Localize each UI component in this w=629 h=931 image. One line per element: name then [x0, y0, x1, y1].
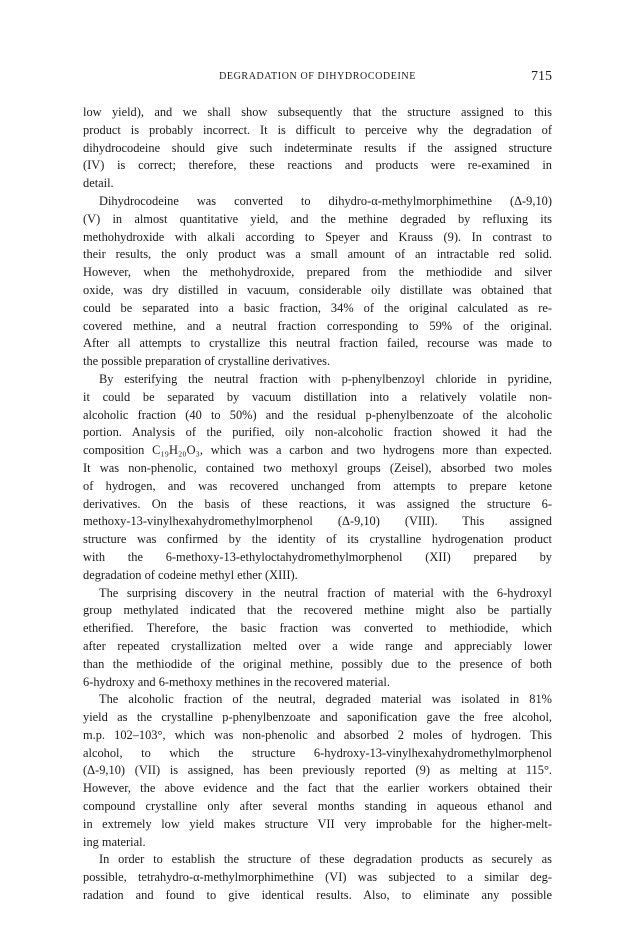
text-line: product is probably incorrect. It is difficult to perceive why the degradation of: [83, 122, 552, 137]
text-line: portion. Analysis of the purified, oily non-alcoholic fraction showed it had the: [83, 425, 552, 440]
text-line: yield as the crystalline p-phenylbenzoate and saponification gave the free alcohol,: [83, 710, 552, 725]
text-line: could be separated into a basic fraction, 34% of the original calculated as re-: [83, 300, 552, 315]
text-line: By esterifying the neutral fraction with p-phenylbenzoyl chloride in pyridine,: [99, 371, 552, 386]
text-line: The surprising discovery in the neutral fraction of material with the 6-hydroxyl: [99, 585, 552, 600]
text-line: It was non-phenolic, contained two methoxyl groups (Zeisel), absorbed two moles: [83, 460, 552, 475]
text-line: structure was confirmed by the identity of its crystalline hydrogenation product: [83, 532, 552, 547]
text-line: detail.: [83, 176, 114, 191]
page-header: [83, 69, 552, 87]
text-line: with the 6-methoxy-13-ethyloctahydromethylmorphenol (XII) prepared by: [83, 549, 552, 564]
text-line: In order to establish the structure of these degradation products as securely as: [99, 852, 552, 867]
text-line: radation and found to give identical results. Also, to eliminate any possible: [83, 888, 552, 903]
text-line: composition C₁₉H₂₀O₃, which was a carbon and two hydrogens more than expected.: [83, 443, 552, 458]
text-line: (IV) is correct; therefore, these reactions and products were re-examined in: [83, 158, 552, 173]
text-line: alcohol, to which the structure 6-hydroxy-13-vinylhexahydromethylmorphenol: [83, 745, 552, 760]
text-line: their results, the only product was a small amount of an intractable red solid.: [83, 247, 552, 262]
text-line: The alcoholic fraction of the neutral, degraded material was isolated in 81%: [99, 692, 552, 707]
text-line: degradation of codeine methyl ether (XIII).: [83, 567, 298, 582]
text-line: possible, tetrahydro-α-methylmorphimethine (VI) was subjected to a similar deg-: [83, 870, 552, 885]
text-line: m.p. 102–103°, which was non-phenolic and absorbed 2 moles of hydrogen. This: [83, 727, 552, 742]
text-line: the possible preparation of crystalline derivatives.: [83, 354, 331, 369]
text-line: low yield), and we shall show subsequently that the structure assigned to this: [83, 105, 552, 119]
text-line: 6-hydroxy and 6-methoxy methines in the recovered material.: [83, 674, 390, 689]
text-line: dihydrocodeine should give such indeterminate results if the assigned structure: [83, 140, 552, 155]
text-line: (V) in almost quantitative yield, and the methine degraded by refluxing its: [83, 211, 552, 226]
text-line: oxide, was dry distilled in vacuum, considerable oily distillate was obtained that: [83, 282, 552, 297]
text-line: methohydroxide with alkali according to Speyer and Krauss (9). In contrast to: [83, 229, 552, 244]
text-line: compound crystalline only after several months standing in aqueous ethanol and: [83, 799, 552, 814]
text-line: However, when the methohydroxide, prepared from the methiodide and silver: [83, 265, 552, 280]
text-line: in extremely low yield makes structure VII very improbable for the higher-melt-: [83, 816, 552, 831]
text-line: alcoholic fraction (40 to 50%) and the residual p-phenylbenzoate of the alcoholic: [83, 407, 552, 422]
text-line: it could be separated by vacuum distillation into a relatively volatile non-: [83, 389, 552, 404]
text-line: group methylated indicated that the recovered methine might also be partially: [83, 603, 552, 618]
text-line: After all attempts to crystallize this neutral fraction failed, recourse was made to: [83, 336, 552, 351]
text-line: derivatives. On the basis of these reactions, it was assigned the structure 6-: [83, 496, 552, 511]
text-line: of hydrogen, and was recovered unchanged from attempts to prepare ketone: [83, 478, 552, 493]
body-text: [83, 104, 552, 905]
text-line: ing material.: [83, 834, 146, 849]
page-number: 715: [531, 69, 552, 84]
text-line: after repeated crystallization melted over a wide range and appreciably lower: [83, 638, 552, 653]
text-line: (Δ-9,10) (VII) is assigned, has been previously reported (9) as melting at 115°.: [83, 763, 552, 778]
text-line: than the methiodide of the original methine, possibly due to the presence of both: [83, 656, 552, 671]
text-line: methoxy-13-vinylhexahydromethylmorphenol (Δ-9,10) (VIII). This assigned: [83, 514, 552, 529]
running-head: DEGRADATION OF DIHYDROCODEINE: [219, 71, 416, 82]
text-line: Dihydrocodeine was converted to dihydro-α-methylmorphimethine (Δ-9,10): [99, 193, 552, 208]
text-line: However, the above evidence and the fact that the earlier workers obtained their: [83, 781, 552, 796]
text-line: covered methine, and a neutral fraction corresponding to 59% of the original.: [83, 318, 552, 333]
text-line: etherified. Therefore, the basic fraction was converted to methiodide, which: [83, 621, 552, 636]
